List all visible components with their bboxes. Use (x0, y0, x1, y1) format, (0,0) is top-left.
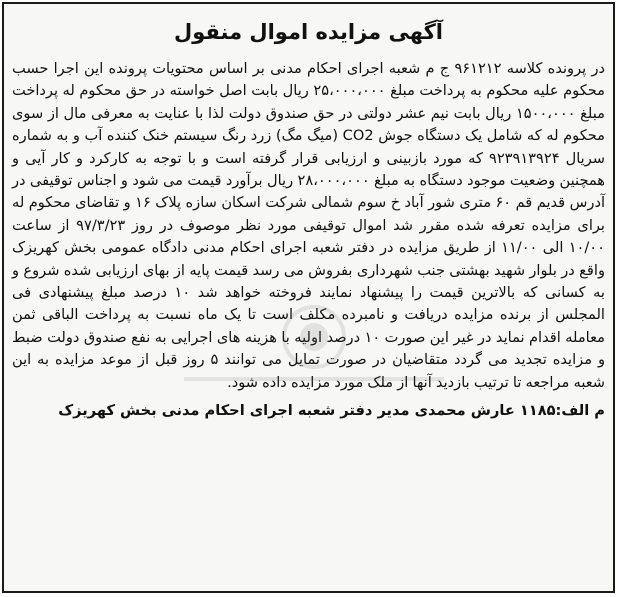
auction-notice (2, 2, 615, 593)
notice-footer: م الف:۱۱۸۵ عارش محمدی مدیر دفتر شعبه اجرای احکام مدنی بخش کهریزک (58, 402, 605, 420)
notice-body: در پرونده کلاسه ۹۶۱۲۱۲ ج م شعبه اجرای احکام مدنی بر اساس محتویات پرونده این اجرا حسب محکوم علیه محکوم به پرداخت مبلغ ۲۵،۰۰۰،۰۰۰ ریال بابت اصل خواسته در حق محکوم له پرداخت مبلغ ۱۵۰۰،۰۰۰ ریال بابت نیم عشر دولتی در حق صندوق دولت لذا با عنایت به معرفی مال از سوی محکوم له که شامل یک دستگاه جوش CO2 (میگ مگ) زرد رنگ سیستم خنک کننده آب و به شماره سریال ۹۲۳۹۱۳۹۲۴ که مورد بازبینی و ارزیابی قرار گرفته است و با توجه به کارکرد و کار آیی و همچنین وضعیت موجود دستگاه به مبلغ ۲۸،۰۰۰،۰۰۰ ریال برآورد قیمت می شود و اجناس توقیفی در آدرس قدیم قم ۶۰ متری شور آباد خ سوم شمالی شرکت اسکان سازه پلاک ۱۶ و تقاضای محکوم له برای مزایده تعرفه شده مقرر شد اموال توقیفی مورد نظر موصوف در روز ۹۷/۳/۲۳ از ساعت ۱۰/۰۰ الی ۱۱/۰۰ از طریق مزایده در دفتر شعبه اجرای احکام مدنی دادگاه عمومی بخش کهریزک واقع در بلوار شهید بهشتی جنب شهرداری بفروش می رسد قیمت پایه از بهای ارزیابی شده شروع و به کسانی که بالاترین قیمت را پیشنهاد نمایند فروخته خواهد شد ۱۰ درصد مبلغ پیشنهادی فی المجلس از برنده مزایده دریافت و نامبرده مکلف است تا یک ماه نسبت به پرداخت الباقی ثمن معامله اقدام نماید در غیر این صورت ۱۰ درصد اولیه با هزینه های اجرایی به نفع صندوق دولت ضبط و مزایده تجدید می گردد متقاضیان در صورت تمایل می توانند ۵ روز قبل از موعد مزایده به این شعبه مراجعه تا ترتیب بازدید آنها از ملک مورد مزایده داده شود. (12, 60, 606, 391)
notice-title: آگهی مزایده اموال منقول (174, 20, 443, 44)
